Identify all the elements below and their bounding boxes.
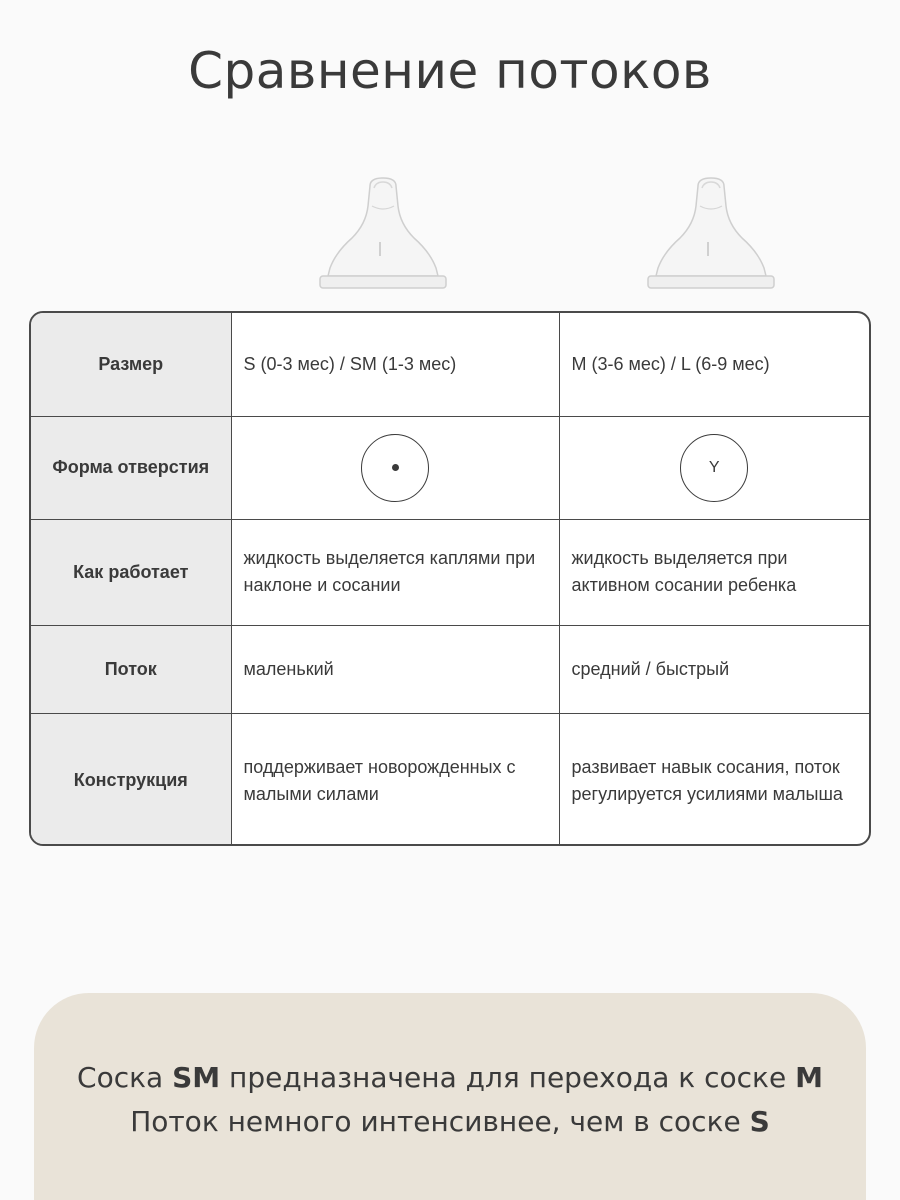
flow-medium: средний / быстрый — [559, 625, 869, 713]
size-small-flow: S (0-3 мес) / SM (1-3 мес) — [231, 313, 559, 416]
row-label-size: Размер — [31, 313, 231, 416]
table-row — [31, 416, 869, 519]
hole-shape-small-flow — [231, 416, 559, 519]
nipple-small-flow-image — [318, 176, 448, 294]
hole-shape-medium-flow — [559, 416, 869, 519]
table-row — [31, 313, 869, 416]
table-row — [31, 713, 869, 846]
table-row — [31, 519, 869, 625]
comparison-table — [29, 311, 871, 846]
how-medium-flow: жидкость выделяется при активном сосании ребенка — [559, 519, 869, 625]
how-small-flow: жидкость выделяется каплями при наклоне и сосании — [231, 519, 559, 625]
nipple-medium-flow-image — [646, 176, 776, 294]
size-medium-flow: M (3-6 мес) / L (6-9 мес) — [559, 313, 869, 416]
row-label-hole-shape: Форма отверстия — [31, 416, 231, 519]
flow-small: маленький — [231, 625, 559, 713]
page-title: Сравнение потоков — [188, 42, 712, 100]
design-small-flow: поддерживает новорожденных с малыми силами — [231, 713, 559, 846]
note-line-2: Поток немного интенсивнее, чем в соске S — [130, 1105, 770, 1138]
dot-hole-icon — [361, 434, 429, 502]
design-medium-flow: развивает навык сосания, поток регулируется усилиями малыша — [559, 713, 869, 846]
row-label-flow: Поток — [31, 625, 231, 713]
note-line-1: Соска SM предназначена для перехода к соске M — [77, 1061, 823, 1094]
table-row — [31, 625, 869, 713]
row-label-how-it-works: Как работает — [31, 519, 231, 625]
info-note — [34, 993, 866, 1200]
row-label-design: Конструкция — [31, 713, 231, 846]
y-hole-icon: Y — [680, 434, 748, 502]
